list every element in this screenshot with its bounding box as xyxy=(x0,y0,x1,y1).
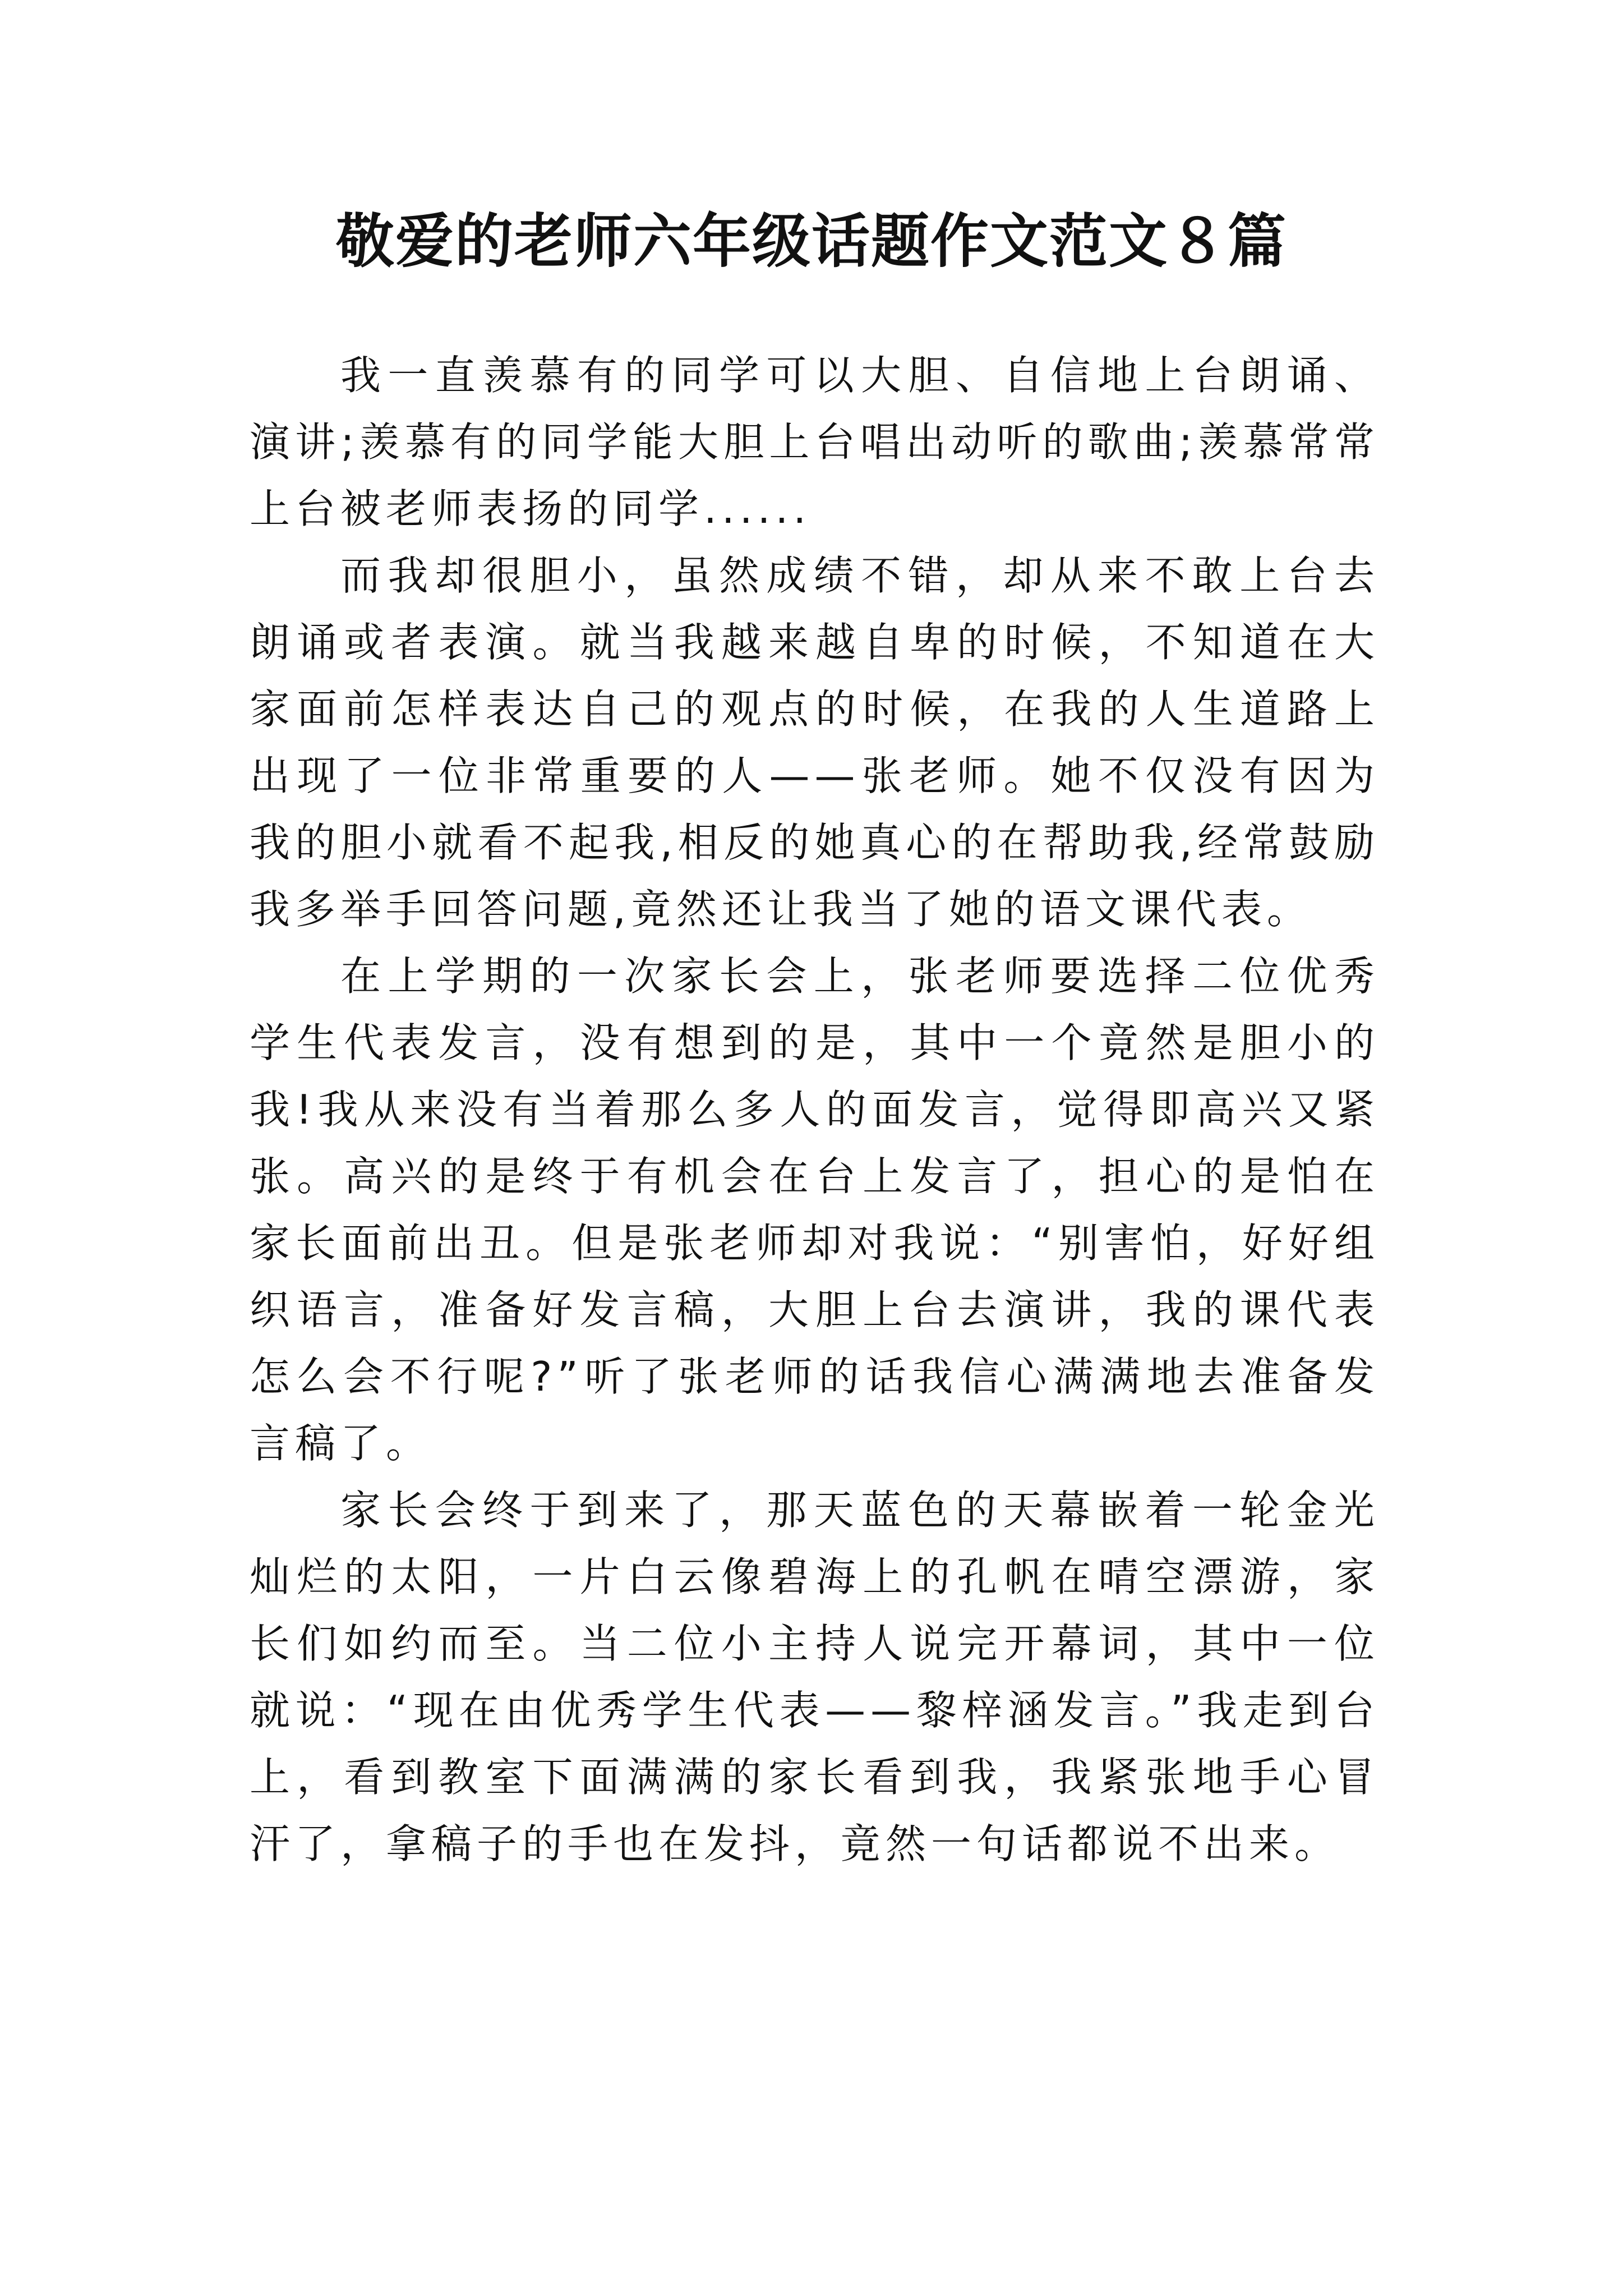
paragraph-3: 在上学期的一次家长会上，张老师要选择二位优秀学生代表发言，没有想到的是，其中一个竟然是胆小的我!我从来没有当着那么多人的面发言，觉得即高兴又紧张。高兴的是终于有机会在台上发言了，担心的是怕在家长面前出丑。但是张老师却对我说：“别害怕，好好组织语言，准备好发言稿，大胆上台去演讲，我的课代表怎么会不行呢?”听了张老师的话我信心满满地去准备发言稿了。 xyxy=(250,953,1380,1467)
paragraph-1: 我一直羡慕有的同学可以大胆、自信地上台朗诵、演讲;羡慕有的同学能大胆上台唱出动听的歌曲;羡慕常常上台被老师表扬的同学...... xyxy=(250,352,1380,532)
paragraph-4: 家长会终于到来了，那天蓝色的天幕嵌着一轮金光灿烂的太阳，一片白云像碧海上的孔帆在晴空漂游，家长们如约而至。当二位小主持人说完开幕词，其中一位就说：“现在由优秀学生代表——黎梓涵发言。”我走到台上，看到教室下面满满的家长看到我，我紧张地手心冒汗了，拿稿子的手也在发抖，竟然一句话都说不出来。 xyxy=(250,1487,1380,1867)
document-title: 敬爱的老师六年级话题作文范文８篇 xyxy=(335,206,1287,275)
paragraph-2: 而我却很胆小，虽然成绩不错，却从来不敢上台去朗诵或者表演。就当我越来越自卑的时候，不知道在大家面前怎样表达自己的观点的时候，在我的人生道路上出现了一位非常重要的人——张老师。她不仅没有因为我的胆小就看不起我,相反的她真心的在帮助我,经常鼓励我多举手回答问题,竟然还让我当了她的语文课代表。 xyxy=(250,552,1380,933)
document-body xyxy=(250,342,1380,1878)
